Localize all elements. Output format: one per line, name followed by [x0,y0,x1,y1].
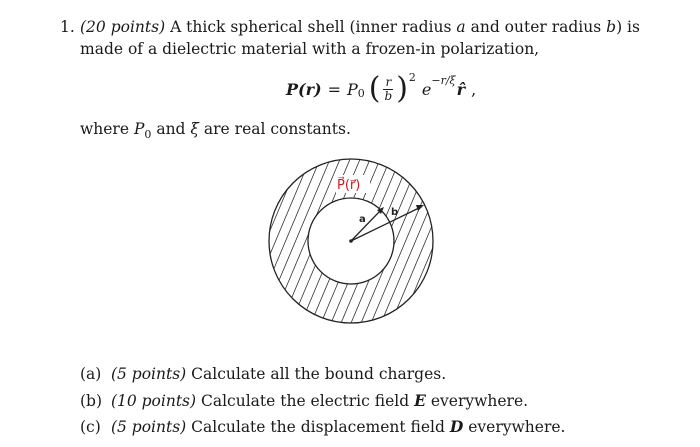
subquestion-c [80,414,565,441]
eq-P0-letter: P [347,79,358,99]
inner-radius-symbol: a [456,18,466,36]
spherical-shell-figure [266,155,436,330]
eq-trailing-comma: , [471,79,477,99]
radius-a-label: a [359,214,366,225]
intro-text-2: and outer radius [470,18,602,36]
displacement-field-symbol: D [449,417,464,436]
shell-diagram [266,155,436,330]
where-text-3: are real constants. [203,120,351,138]
eq-power: 2 [408,70,416,84]
eq-exp-base: e [421,79,432,99]
constants-note [80,120,351,141]
eq-fraction [383,76,395,103]
eq-exp-power: −r/ξ [431,73,456,87]
eq-frac-den: b [384,88,393,103]
intro-text-3: ) is made of a dielectric material with a frozen-in polarization, [80,18,640,58]
part-label: (c) [80,418,101,436]
eq-left-paren: ( [368,71,381,106]
eq-lhs-arg: (r) [298,79,322,99]
part-text-after: everywhere. [430,391,529,410]
eq-frac-num: r [385,74,392,89]
part-label: (b) [80,391,103,410]
radius-b-label: b [391,207,399,218]
where-text-2: and [156,120,186,138]
polarization-equation [286,66,486,112]
problem-number: 1. [60,18,75,36]
subquestion-b [80,388,565,415]
intro-text-1: A thick spherical shell (inner radius [170,18,452,36]
radius-b-arrowhead [416,205,424,211]
subquestion-a [80,361,565,388]
problem-intro [80,16,680,60]
part-label: (a) [80,365,102,383]
part-text-before: Calculate the electric field [201,391,410,410]
part-points: (5 points) [110,365,187,383]
polarization-annotation: P⃗(r⃗) [337,178,361,193]
electric-field-symbol: E [414,390,426,410]
where-P0-letter: P [133,120,145,138]
part-text: Calculate all the bound charges. [191,365,447,383]
part-points: (10 points) [110,391,197,410]
part-text-before: Calculate the displacement field [191,418,445,436]
subquestions [80,361,565,441]
eq-lhs-P: P [286,79,299,99]
eq-equals: = [327,79,342,99]
eq-right-paren: ) [396,71,408,106]
problem-points: (20 points) [80,18,166,36]
where-text-1: where [80,120,130,138]
part-text-after: everywhere. [468,418,566,436]
outer-radius-symbol: b [606,18,617,36]
where-P0-sub: 0 [144,128,152,141]
eq-rhat: r̂ [456,79,466,99]
eq-P0-sub: 0 [357,86,365,100]
where-xi: ξ [190,120,199,138]
part-points: (5 points) [110,418,187,436]
